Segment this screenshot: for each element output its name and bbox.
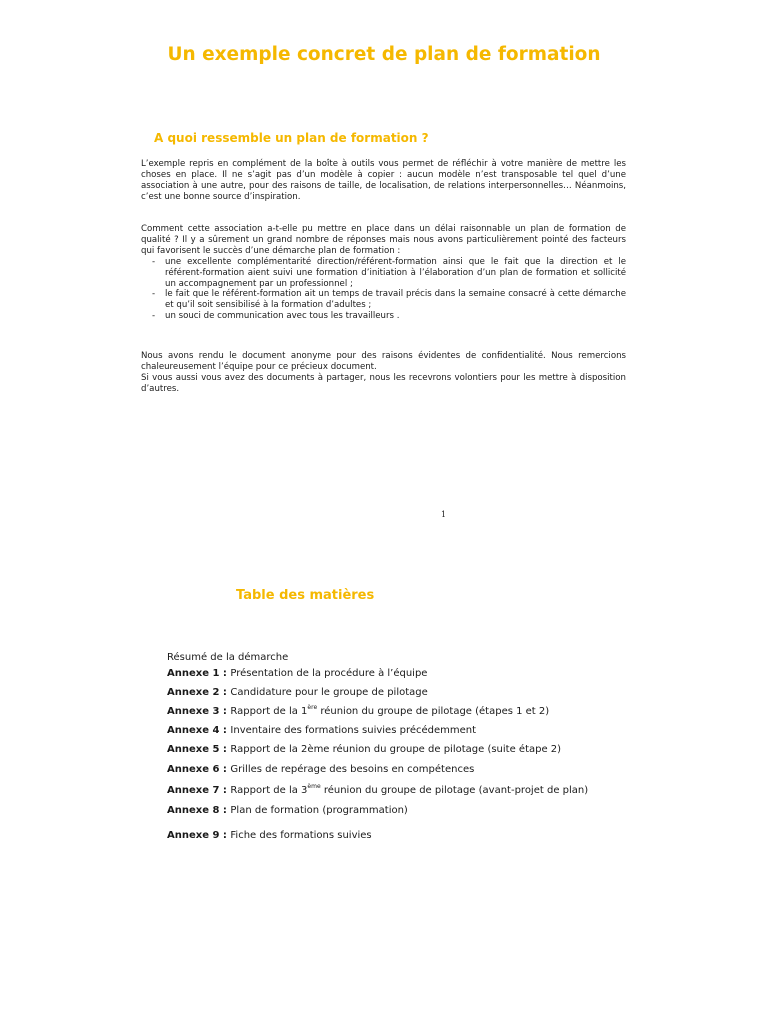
intro-paragraph: L’exemple repris en complément de la boîte à outils vous permet de réfléchir à votre manière de mettre les choses en place. Il ne s’agit pas d’un modèle à copier : aucun modèle n’est transposable tel quel d’une association à une autre, pour des raisons de taille, de localisation, de relations interpersonnelles… Néanmoins, c’est une bonne source d’inspiration. (141, 159, 626, 202)
toc-item-separator: : (219, 744, 231, 755)
sharing-paragraph: Si vous aussi vous avez des documents à partager, nous les recevrons volontiers pour les mettre à disposition d’autres. (141, 373, 626, 394)
toc-item-label: Annexe 6 (167, 764, 220, 775)
toc-item-label: Annexe 4 (167, 725, 220, 736)
document-title: Un exemple concret de plan de formation (167, 44, 601, 65)
bullet-dash: - (152, 310, 156, 321)
list-item (141, 311, 626, 322)
list-item (141, 257, 626, 289)
toc-item-text-cont: réunion du groupe de pilotage (avant-projet de plan) (320, 785, 589, 796)
toc-item-separator: : (219, 725, 231, 736)
toc-item (167, 805, 408, 816)
toc-item-superscript: ème (307, 782, 321, 790)
section-heading: A quoi ressemble un plan de formation ? (154, 131, 429, 145)
toc-item-separator: : (219, 687, 231, 698)
list-item-text: un souci de communication avec tous les travailleurs . (165, 310, 400, 321)
toc-item-label: Annexe 7 (167, 785, 220, 796)
toc-item-label: Annexe 2 (167, 687, 220, 698)
toc-item-label: Annexe 5 (167, 744, 220, 755)
bullet-dash: - (152, 289, 156, 300)
toc-item-separator: : (219, 805, 231, 816)
toc-item (167, 687, 428, 698)
list-item-text: le fait que le référent-formation ait un temps de travail précis dans la semaine consacré à cette démarche et qu’il soit sensibilisé à la formation d’adultes ; (165, 289, 626, 311)
toc-item-separator: : (219, 668, 231, 679)
toc-item-text: Plan de formation (programmation) (230, 805, 408, 816)
toc-item-label: Annexe 3 (167, 706, 220, 717)
toc-item-label: Annexe 9 (167, 830, 220, 841)
success-factors-paragraph: Comment cette association a-t-elle pu mettre en place dans un délai raisonnable un plan de formation de qualité ? Il y a sûrement un grand nombre de réponses mais nous avons particulièrement pointé des facteurs qui favorisent le succès d’une démarche plan de formation : (141, 224, 626, 256)
toc-item-text: Rapport de la 3 (230, 785, 308, 796)
toc-item-text: Grilles de repérage des besoins en compétences (230, 764, 475, 775)
toc-item (167, 764, 474, 775)
toc-item-separator: : (219, 706, 231, 717)
toc-item (167, 744, 561, 755)
bullet-dash: - (152, 257, 156, 267)
toc-item (167, 782, 589, 796)
list-item (141, 289, 626, 311)
toc-item-text: Présentation de la procédure à l’équipe (230, 668, 428, 679)
toc-summary: Résumé de la démarche (167, 652, 289, 663)
toc-item-text-cont: réunion du groupe de pilotage (étapes 1 et 2) (317, 706, 550, 717)
toc-item-text: Candidature pour le groupe de pilotage (230, 687, 428, 698)
toc-item-label: Annexe 1 (167, 668, 220, 679)
toc-item-separator: : (219, 764, 231, 775)
toc-item-text: Rapport de la 2ème réunion du groupe de pilotage (suite étape 2) (230, 744, 562, 755)
anonymity-paragraph: Nous avons rendu le document anonyme pour des raisons évidentes de confidentialité. Nous remercions chaleureusement l’équipe pour ce précieux document. (141, 351, 626, 372)
success-factors-list (141, 257, 626, 322)
toc-item (167, 830, 372, 841)
toc-item-label: Annexe 8 (167, 805, 220, 816)
toc-item-separator: : (219, 785, 231, 796)
toc-item (167, 725, 476, 736)
toc-item (167, 703, 550, 717)
toc-item (167, 668, 427, 679)
toc-item-text: Fiche des formations suivies (230, 830, 372, 841)
toc-item-separator: : (219, 830, 231, 841)
list-item-text: une excellente complémentarité direction/référent-formation ainsi que le fait que la direction et le référent-formation aient suivi une formation d’initiation à l’élaboration d’un plan de formation et sollicité un accompagnement par un professionnel ; (165, 257, 626, 289)
page-number: 1 (441, 510, 447, 519)
toc-title: Table des matières (236, 588, 375, 603)
toc-item-text: Inventaire des formations suivies précédemment (230, 725, 477, 736)
toc-item-text: Rapport de la 1 (230, 706, 308, 717)
toc-item-superscript: ère (307, 703, 318, 711)
